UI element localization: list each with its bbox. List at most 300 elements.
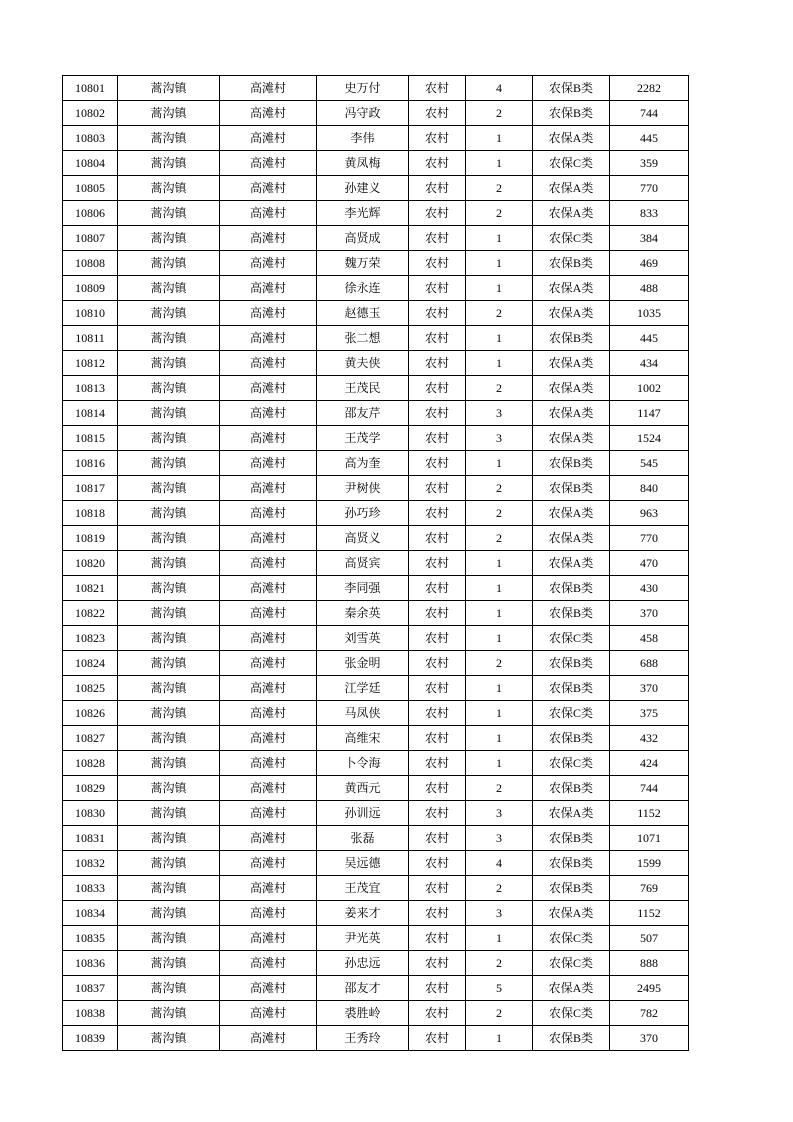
cell-count: 2: [466, 776, 533, 801]
cell-category: 农保C类: [533, 951, 610, 976]
cell-area-type: 农村: [409, 976, 466, 1001]
cell-id: 10810: [63, 301, 118, 326]
cell-count: 1: [466, 351, 533, 376]
cell-area-type: 农村: [409, 301, 466, 326]
cell-town: 蒿沟镇: [118, 701, 220, 726]
cell-id: 10835: [63, 926, 118, 951]
cell-name: 马凤侠: [317, 701, 409, 726]
cell-village: 高滩村: [220, 426, 317, 451]
cell-id: 10802: [63, 101, 118, 126]
cell-name: 高贤宾: [317, 551, 409, 576]
cell-count: 1: [466, 676, 533, 701]
cell-village: 高滩村: [220, 301, 317, 326]
cell-category: 农保B类: [533, 476, 610, 501]
cell-category: 农保C类: [533, 226, 610, 251]
cell-id: 10828: [63, 751, 118, 776]
cell-town: 蒿沟镇: [118, 301, 220, 326]
cell-area-type: 农村: [409, 276, 466, 301]
cell-id: 10803: [63, 126, 118, 151]
cell-id: 10816: [63, 451, 118, 476]
table-row: [63, 551, 689, 576]
cell-name: 尹树侠: [317, 476, 409, 501]
cell-town: 蒿沟镇: [118, 676, 220, 701]
cell-amount: 2495: [610, 976, 689, 1001]
cell-count: 1: [466, 276, 533, 301]
cell-name: 高维宋: [317, 726, 409, 751]
cell-name: 姜来才: [317, 901, 409, 926]
cell-id: 10809: [63, 276, 118, 301]
cell-category: 农保C类: [533, 626, 610, 651]
cell-count: 2: [466, 651, 533, 676]
cell-id: 10805: [63, 176, 118, 201]
cell-village: 高滩村: [220, 776, 317, 801]
cell-amount: 688: [610, 651, 689, 676]
cell-count: 2: [466, 301, 533, 326]
cell-name: 孙忠远: [317, 951, 409, 976]
cell-id: 10819: [63, 526, 118, 551]
cell-town: 蒿沟镇: [118, 101, 220, 126]
cell-village: 高滩村: [220, 976, 317, 1001]
cell-count: 1: [466, 226, 533, 251]
table-row: [63, 426, 689, 451]
cell-category: 农保A类: [533, 976, 610, 1001]
cell-count: 1: [466, 1026, 533, 1051]
cell-amount: 424: [610, 751, 689, 776]
cell-town: 蒿沟镇: [118, 876, 220, 901]
cell-town: 蒿沟镇: [118, 951, 220, 976]
cell-category: 农保C类: [533, 1001, 610, 1026]
resident-insurance-table: [62, 75, 689, 1051]
cell-id: 10814: [63, 401, 118, 426]
cell-count: 5: [466, 976, 533, 1001]
cell-town: 蒿沟镇: [118, 401, 220, 426]
cell-count: 4: [466, 76, 533, 101]
cell-name: 魏万荣: [317, 251, 409, 276]
cell-name: 江学廷: [317, 676, 409, 701]
cell-count: 2: [466, 176, 533, 201]
cell-amount: 1599: [610, 851, 689, 876]
cell-category: 农保B类: [533, 576, 610, 601]
cell-amount: 370: [610, 601, 689, 626]
cell-name: 张二想: [317, 326, 409, 351]
cell-id: 10830: [63, 801, 118, 826]
cell-count: 2: [466, 501, 533, 526]
table-row: [63, 176, 689, 201]
cell-amount: 1147: [610, 401, 689, 426]
cell-id: 10817: [63, 476, 118, 501]
table-row: [63, 151, 689, 176]
cell-village: 高滩村: [220, 101, 317, 126]
cell-area-type: 农村: [409, 551, 466, 576]
cell-village: 高滩村: [220, 1026, 317, 1051]
cell-town: 蒿沟镇: [118, 901, 220, 926]
table-row: [63, 1001, 689, 1026]
table-row: [63, 126, 689, 151]
cell-id: 10831: [63, 826, 118, 851]
cell-id: 10834: [63, 901, 118, 926]
table-row: [63, 276, 689, 301]
cell-category: 农保B类: [533, 76, 610, 101]
cell-name: 邵友芹: [317, 401, 409, 426]
cell-id: 10818: [63, 501, 118, 526]
cell-area-type: 农村: [409, 126, 466, 151]
cell-name: 李光辉: [317, 201, 409, 226]
cell-amount: 744: [610, 101, 689, 126]
cell-category: 农保B类: [533, 651, 610, 676]
cell-category: 农保A类: [533, 351, 610, 376]
cell-amount: 359: [610, 151, 689, 176]
cell-id: 10811: [63, 326, 118, 351]
table-body: [63, 76, 689, 1051]
cell-amount: 770: [610, 526, 689, 551]
cell-name: 张磊: [317, 826, 409, 851]
cell-category: 农保C类: [533, 151, 610, 176]
cell-category: 农保A类: [533, 501, 610, 526]
cell-count: 1: [466, 751, 533, 776]
cell-town: 蒿沟镇: [118, 726, 220, 751]
cell-area-type: 农村: [409, 901, 466, 926]
cell-village: 高滩村: [220, 176, 317, 201]
cell-count: 3: [466, 901, 533, 926]
cell-town: 蒿沟镇: [118, 176, 220, 201]
cell-town: 蒿沟镇: [118, 276, 220, 301]
cell-area-type: 农村: [409, 1026, 466, 1051]
cell-village: 高滩村: [220, 526, 317, 551]
cell-amount: 2282: [610, 76, 689, 101]
table-row: [63, 951, 689, 976]
cell-village: 高滩村: [220, 451, 317, 476]
cell-town: 蒿沟镇: [118, 626, 220, 651]
cell-category: 农保B类: [533, 1026, 610, 1051]
cell-village: 高滩村: [220, 951, 317, 976]
cell-town: 蒿沟镇: [118, 1026, 220, 1051]
cell-village: 高滩村: [220, 551, 317, 576]
cell-village: 高滩村: [220, 801, 317, 826]
cell-id: 10815: [63, 426, 118, 451]
cell-name: 黄夫侠: [317, 351, 409, 376]
table-row: [63, 801, 689, 826]
cell-area-type: 农村: [409, 201, 466, 226]
cell-name: 王茂民: [317, 376, 409, 401]
cell-category: 农保B类: [533, 876, 610, 901]
cell-village: 高滩村: [220, 701, 317, 726]
cell-count: 2: [466, 101, 533, 126]
cell-category: 农保A类: [533, 301, 610, 326]
cell-village: 高滩村: [220, 126, 317, 151]
cell-id: 10813: [63, 376, 118, 401]
table-row: [63, 251, 689, 276]
cell-category: 农保A类: [533, 376, 610, 401]
cell-area-type: 农村: [409, 876, 466, 901]
cell-town: 蒿沟镇: [118, 76, 220, 101]
cell-category: 农保A类: [533, 426, 610, 451]
cell-count: 2: [466, 951, 533, 976]
table-row: [63, 726, 689, 751]
cell-town: 蒿沟镇: [118, 601, 220, 626]
cell-amount: 888: [610, 951, 689, 976]
cell-count: 2: [466, 201, 533, 226]
cell-id: 10832: [63, 851, 118, 876]
cell-town: 蒿沟镇: [118, 526, 220, 551]
table-row: [63, 526, 689, 551]
cell-town: 蒿沟镇: [118, 151, 220, 176]
cell-id: 10825: [63, 676, 118, 701]
cell-town: 蒿沟镇: [118, 1001, 220, 1026]
cell-amount: 469: [610, 251, 689, 276]
cell-id: 10823: [63, 626, 118, 651]
cell-town: 蒿沟镇: [118, 476, 220, 501]
cell-id: 10827: [63, 726, 118, 751]
cell-town: 蒿沟镇: [118, 451, 220, 476]
cell-town: 蒿沟镇: [118, 501, 220, 526]
table-row: [63, 876, 689, 901]
cell-category: 农保C类: [533, 701, 610, 726]
cell-name: 裘胜岭: [317, 1001, 409, 1026]
cell-amount: 782: [610, 1001, 689, 1026]
table-row: [63, 451, 689, 476]
cell-id: 10838: [63, 1001, 118, 1026]
cell-category: 农保A类: [533, 551, 610, 576]
cell-name: 孙建义: [317, 176, 409, 201]
cell-id: 10808: [63, 251, 118, 276]
cell-name: 卜令海: [317, 751, 409, 776]
table-row: [63, 651, 689, 676]
cell-count: 3: [466, 801, 533, 826]
table-row: [63, 626, 689, 651]
cell-area-type: 农村: [409, 776, 466, 801]
cell-amount: 370: [610, 1026, 689, 1051]
table-row: [63, 376, 689, 401]
cell-village: 高滩村: [220, 651, 317, 676]
cell-amount: 1035: [610, 301, 689, 326]
cell-name: 王茂宜: [317, 876, 409, 901]
cell-count: 1: [466, 576, 533, 601]
cell-amount: 1152: [610, 801, 689, 826]
cell-count: 1: [466, 726, 533, 751]
cell-village: 高滩村: [220, 1001, 317, 1026]
cell-count: 1: [466, 701, 533, 726]
cell-village: 高滩村: [220, 876, 317, 901]
table-row: [63, 76, 689, 101]
cell-village: 高滩村: [220, 401, 317, 426]
cell-id: 10836: [63, 951, 118, 976]
cell-area-type: 农村: [409, 826, 466, 851]
cell-area-type: 农村: [409, 926, 466, 951]
cell-count: 1: [466, 126, 533, 151]
cell-area-type: 农村: [409, 326, 466, 351]
cell-count: 2: [466, 376, 533, 401]
cell-amount: 545: [610, 451, 689, 476]
table-row: [63, 826, 689, 851]
cell-count: 1: [466, 601, 533, 626]
cell-name: 吴远德: [317, 851, 409, 876]
cell-id: 10839: [63, 1026, 118, 1051]
cell-id: 10837: [63, 976, 118, 1001]
cell-id: 10812: [63, 351, 118, 376]
cell-name: 冯守政: [317, 101, 409, 126]
cell-amount: 1524: [610, 426, 689, 451]
cell-name: 秦余英: [317, 601, 409, 626]
cell-area-type: 农村: [409, 401, 466, 426]
cell-town: 蒿沟镇: [118, 551, 220, 576]
cell-amount: 430: [610, 576, 689, 601]
cell-name: 李伟: [317, 126, 409, 151]
cell-village: 高滩村: [220, 601, 317, 626]
cell-village: 高滩村: [220, 476, 317, 501]
table-row: [63, 751, 689, 776]
cell-name: 高为奎: [317, 451, 409, 476]
cell-count: 2: [466, 526, 533, 551]
cell-area-type: 农村: [409, 726, 466, 751]
table-row: [63, 101, 689, 126]
cell-amount: 458: [610, 626, 689, 651]
cell-village: 高滩村: [220, 326, 317, 351]
cell-name: 王秀玲: [317, 1026, 409, 1051]
cell-category: 农保B类: [533, 851, 610, 876]
cell-village: 高滩村: [220, 276, 317, 301]
cell-count: 1: [466, 626, 533, 651]
table-row: [63, 976, 689, 1001]
cell-count: 1: [466, 326, 533, 351]
table-row: [63, 851, 689, 876]
cell-count: 1: [466, 551, 533, 576]
table-row: [63, 776, 689, 801]
cell-area-type: 农村: [409, 526, 466, 551]
cell-area-type: 农村: [409, 576, 466, 601]
cell-category: 农保B类: [533, 326, 610, 351]
cell-village: 高滩村: [220, 826, 317, 851]
cell-area-type: 农村: [409, 151, 466, 176]
cell-name: 王茂学: [317, 426, 409, 451]
cell-id: 10822: [63, 601, 118, 626]
cell-id: 10829: [63, 776, 118, 801]
cell-id: 10824: [63, 651, 118, 676]
cell-count: 2: [466, 1001, 533, 1026]
cell-id: 10821: [63, 576, 118, 601]
cell-town: 蒿沟镇: [118, 851, 220, 876]
cell-amount: 375: [610, 701, 689, 726]
cell-village: 高滩村: [220, 376, 317, 401]
cell-count: 1: [466, 251, 533, 276]
cell-category: 农保A类: [533, 201, 610, 226]
table-row: [63, 926, 689, 951]
cell-town: 蒿沟镇: [118, 251, 220, 276]
cell-category: 农保C类: [533, 751, 610, 776]
table-row: [63, 501, 689, 526]
cell-area-type: 农村: [409, 626, 466, 651]
cell-area-type: 农村: [409, 451, 466, 476]
cell-area-type: 农村: [409, 751, 466, 776]
table-row: [63, 476, 689, 501]
cell-village: 高滩村: [220, 501, 317, 526]
cell-area-type: 农村: [409, 801, 466, 826]
cell-area-type: 农村: [409, 251, 466, 276]
cell-category: 农保B类: [533, 101, 610, 126]
cell-village: 高滩村: [220, 901, 317, 926]
cell-amount: 770: [610, 176, 689, 201]
cell-category: 农保A类: [533, 526, 610, 551]
cell-category: 农保B类: [533, 776, 610, 801]
cell-town: 蒿沟镇: [118, 201, 220, 226]
table-row: [63, 601, 689, 626]
cell-area-type: 农村: [409, 651, 466, 676]
cell-name: 史万付: [317, 76, 409, 101]
cell-amount: 434: [610, 351, 689, 376]
cell-name: 李同强: [317, 576, 409, 601]
cell-village: 高滩村: [220, 726, 317, 751]
cell-id: 10804: [63, 151, 118, 176]
cell-village: 高滩村: [220, 926, 317, 951]
cell-count: 1: [466, 151, 533, 176]
cell-amount: 1071: [610, 826, 689, 851]
cell-town: 蒿沟镇: [118, 576, 220, 601]
cell-name: 尹光英: [317, 926, 409, 951]
cell-village: 高滩村: [220, 851, 317, 876]
cell-village: 高滩村: [220, 576, 317, 601]
cell-area-type: 农村: [409, 701, 466, 726]
cell-area-type: 农村: [409, 851, 466, 876]
cell-count: 2: [466, 476, 533, 501]
cell-amount: 1002: [610, 376, 689, 401]
cell-amount: 744: [610, 776, 689, 801]
cell-name: 刘雪英: [317, 626, 409, 651]
cell-village: 高滩村: [220, 201, 317, 226]
cell-town: 蒿沟镇: [118, 751, 220, 776]
cell-village: 高滩村: [220, 351, 317, 376]
cell-village: 高滩村: [220, 751, 317, 776]
cell-name: 高贤义: [317, 526, 409, 551]
cell-amount: 432: [610, 726, 689, 751]
cell-category: 农保B类: [533, 251, 610, 276]
cell-count: 3: [466, 401, 533, 426]
cell-town: 蒿沟镇: [118, 126, 220, 151]
cell-count: 4: [466, 851, 533, 876]
cell-amount: 488: [610, 276, 689, 301]
cell-category: 农保A类: [533, 401, 610, 426]
cell-name: 赵德玉: [317, 301, 409, 326]
cell-town: 蒿沟镇: [118, 776, 220, 801]
table-row: [63, 576, 689, 601]
cell-area-type: 农村: [409, 76, 466, 101]
cell-town: 蒿沟镇: [118, 976, 220, 1001]
cell-name: 黄西元: [317, 776, 409, 801]
cell-area-type: 农村: [409, 601, 466, 626]
cell-count: 2: [466, 876, 533, 901]
table-row: [63, 676, 689, 701]
table-row: [63, 201, 689, 226]
cell-count: 3: [466, 826, 533, 851]
table-row: [63, 401, 689, 426]
cell-category: 农保A类: [533, 801, 610, 826]
cell-town: 蒿沟镇: [118, 351, 220, 376]
cell-town: 蒿沟镇: [118, 376, 220, 401]
cell-count: 3: [466, 426, 533, 451]
cell-category: 农保A类: [533, 901, 610, 926]
cell-category: 农保A类: [533, 276, 610, 301]
cell-category: 农保B类: [533, 601, 610, 626]
cell-id: 10820: [63, 551, 118, 576]
cell-village: 高滩村: [220, 676, 317, 701]
cell-category: 农保B类: [533, 726, 610, 751]
cell-area-type: 农村: [409, 351, 466, 376]
cell-name: 徐永连: [317, 276, 409, 301]
table-row: [63, 901, 689, 926]
table-row: [63, 226, 689, 251]
cell-town: 蒿沟镇: [118, 926, 220, 951]
cell-area-type: 农村: [409, 226, 466, 251]
cell-town: 蒿沟镇: [118, 326, 220, 351]
cell-village: 高滩村: [220, 626, 317, 651]
